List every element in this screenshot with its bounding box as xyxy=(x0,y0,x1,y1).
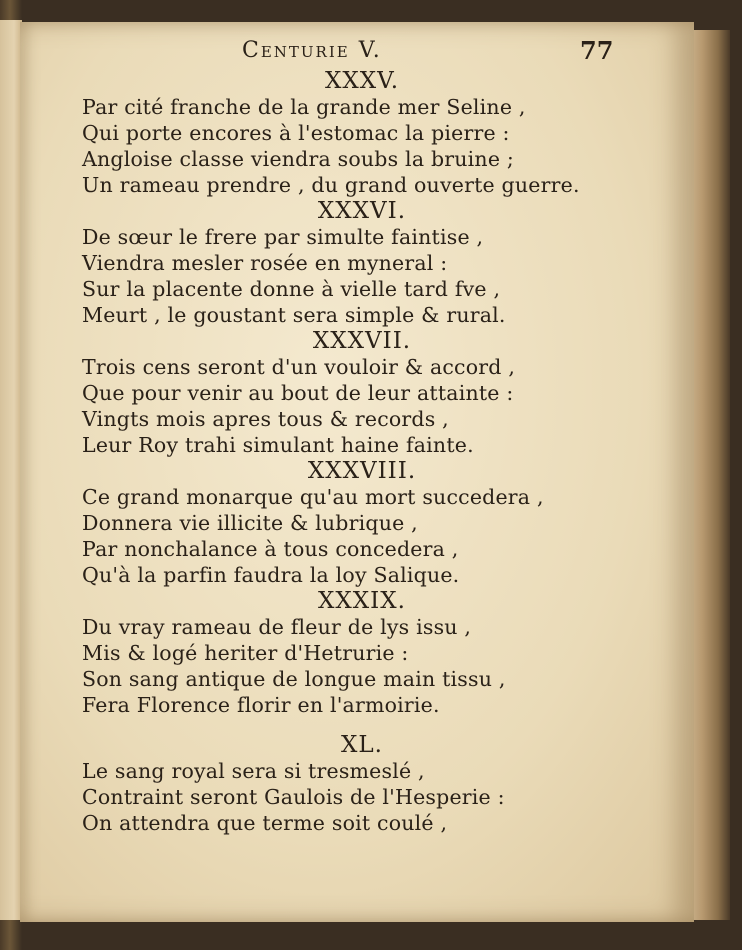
quatrain-number: XXXIX. xyxy=(318,588,406,614)
quatrain xyxy=(82,732,602,836)
verse-line: Viendra mesler rosée en myneral : xyxy=(82,251,448,275)
quatrain xyxy=(82,458,602,588)
verse-line: De sœur le frere par simulte faintise , xyxy=(82,225,484,249)
facing-page-edge xyxy=(0,20,22,920)
quatrain xyxy=(82,328,602,458)
verse-line: Vingts mois apres tous & records , xyxy=(82,407,449,431)
page-header xyxy=(82,36,614,68)
page-number: 77 xyxy=(580,36,614,65)
verse-line: Qu'à la parfin faudra la loy Salique. xyxy=(82,563,460,587)
verse-line: Meurt , le goustant sera simple & rural. xyxy=(82,303,506,327)
verse-line: Trois cens seront d'un vouloir & accord , xyxy=(82,355,516,379)
verse-line: Par nonchalance à tous concedera , xyxy=(82,537,459,561)
quatrain-number: XXXVI. xyxy=(317,198,407,224)
verse-line: Le sang royal sera si tresmeslé , xyxy=(82,759,425,783)
quatrain xyxy=(82,588,602,718)
verse-line: Ce grand monarque qu'au mort succedera , xyxy=(82,485,544,509)
verse-line: Son sang antique de longue main tissu , xyxy=(82,667,506,691)
verse-line: Leur Roy trahi simulant haine fainte. xyxy=(82,433,474,457)
verse-line: Mis & logé heriter d'Hetrurie : xyxy=(82,641,409,665)
quatrain-number: XXXV. xyxy=(324,68,400,94)
verse-line: Sur la placente donne à vielle tard fve , xyxy=(82,277,501,301)
running-head: Centurie V. xyxy=(242,38,382,63)
quatrain xyxy=(82,68,602,198)
quatrain-number: XXXVII. xyxy=(312,328,412,354)
verse-line: On attendra que terme soit coulé , xyxy=(82,811,448,835)
quatrain-number: XL. xyxy=(341,732,383,758)
verse-line: Donnera vie illicite & lubrique , xyxy=(82,511,418,535)
verse-line: Un rameau prendre , du grand ouverte guerre. xyxy=(82,173,580,197)
verse-line: Qui porte encores à l'estomac la pierre : xyxy=(82,121,510,145)
stanza-gap xyxy=(82,718,602,732)
page-text xyxy=(82,36,614,836)
quatrain-number: XXXVIII. xyxy=(307,458,417,484)
verse-line: Contraint seront Gaulois de l'Hesperie : xyxy=(82,785,505,809)
verse-line: Par cité franche de la grande mer Seline , xyxy=(82,95,526,119)
quatrain xyxy=(82,198,602,328)
verse-line: Du vray rameau de fleur de lys issu , xyxy=(82,615,472,639)
verse-line: Angloise classe viendra soubs la bruine ; xyxy=(82,147,514,171)
verse-line: Que pour venir au bout de leur attainte : xyxy=(82,381,514,405)
verse-line: Fera Florence florir en l'armoirie. xyxy=(82,693,440,717)
page-fore-edge xyxy=(690,30,730,920)
